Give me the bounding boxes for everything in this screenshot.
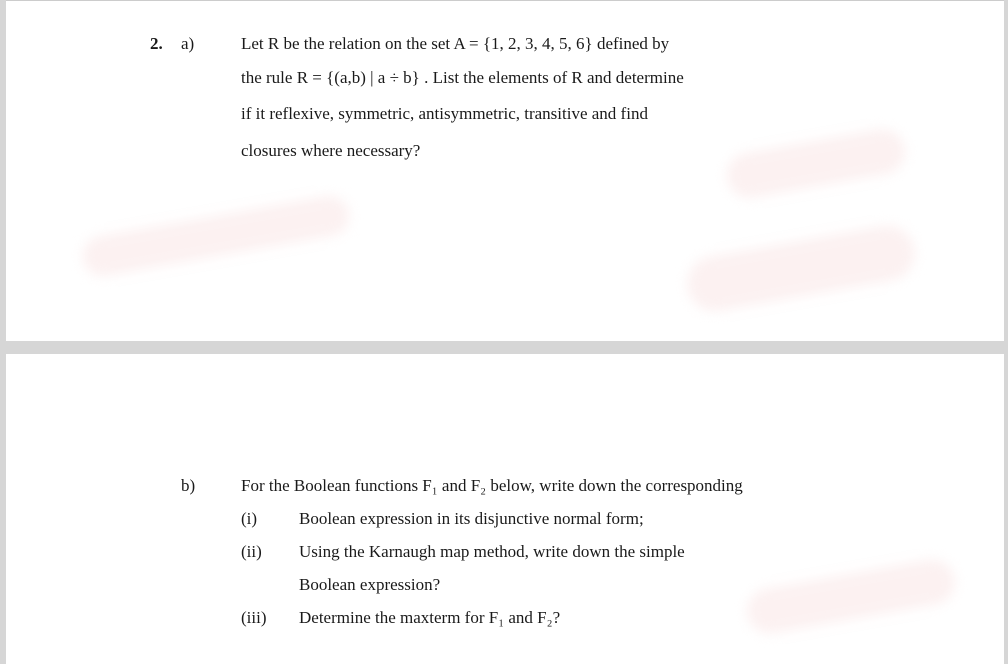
smudge <box>683 221 919 315</box>
smudge <box>80 193 353 279</box>
part-a-label: a) <box>181 34 195 53</box>
part-a-line-1: Let R be the relation on the set A = {1, 2, 3, 4, 5, 6} defined by <box>241 34 670 53</box>
question-number: 2. <box>150 34 163 53</box>
part-a-line-4: closures where necessary? <box>241 141 421 160</box>
page-bottom <box>6 354 1004 664</box>
part-b-intro: For the Boolean functions F₁ and F₂ below, write down the corresponding <box>241 476 743 495</box>
item-i-text: Boolean expression in its disjunctive normal form; <box>299 509 644 528</box>
part-a-line-2: the rule R = {(a,b) | a ÷ b} . List the elements of R and determine <box>241 68 684 87</box>
item-iii-text: Determine the maxterm for F₁ and F₂? <box>299 608 561 627</box>
item-ii-text: Using the Karnaugh map method, write down the simple <box>299 542 685 561</box>
part-a-line-3: if it reflexive, symmetric, antisymmetric, transitive and find <box>241 104 648 123</box>
smudge <box>723 126 908 202</box>
part-b-label: b) <box>181 476 196 495</box>
item-i-label: (i) <box>241 509 258 528</box>
smudge <box>744 556 959 637</box>
item-ii-text-cont: Boolean expression? <box>299 575 441 594</box>
item-iii-label: (iii) <box>241 608 267 627</box>
item-ii-label: (ii) <box>241 542 262 561</box>
page-top <box>6 0 1004 341</box>
